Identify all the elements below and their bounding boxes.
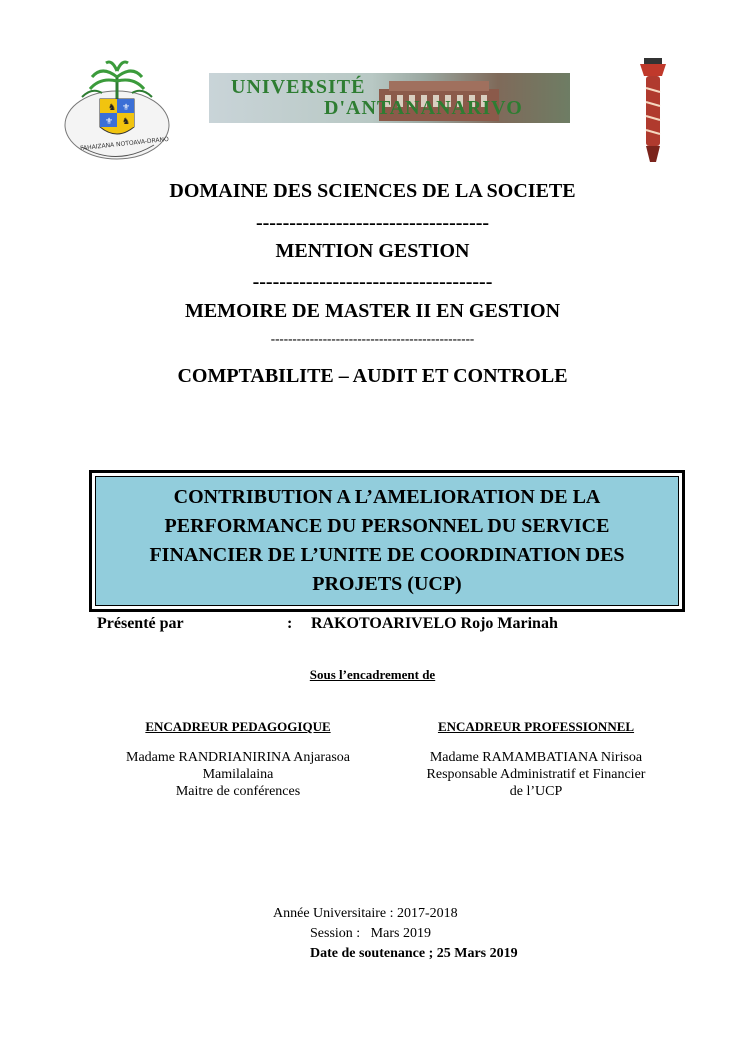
professionnel-line2: Responsable Administratif et Financier (426, 767, 646, 782)
banner-line2: D'ANTANANARIVO (324, 97, 523, 119)
svg-text:⚜: ⚜ (105, 117, 114, 127)
pedagogique-line1: Madame RANDRIANIRINA Anjarasoa (126, 750, 350, 765)
thesis-title: CONTRIBUTION A L’AMELIORATION DE LA PERFORMANCE DU PERSONNEL DU SERVICE FINANCIER DE L’UNITE DE COORDINATION DES PROJETS (UCP) (149, 486, 625, 595)
professionnel-line1: Madame RAMAMBATIANA Nirisoa (429, 750, 643, 765)
professionnel-title: ENCADREUR PROFESSIONNEL (437, 719, 635, 734)
presenter-name: RAKOTOARIVELO Rojo Marinah (311, 615, 558, 632)
thesis-title-box (89, 470, 685, 612)
defense-date: Date de soutenance ; 25 Mars 2019 (310, 946, 518, 961)
university-seal-logo (62, 57, 172, 167)
session: Session : Mars 2019 (310, 926, 431, 941)
presenter-colon: : (287, 615, 293, 632)
banner-line1: UNIVERSITÉ (231, 76, 366, 98)
domain-heading: DOMAINE DES SCIENCES DE LA SOCIETE (169, 180, 576, 202)
separator-1: ----------------------------------- (255, 212, 490, 234)
pedagogique-line2: Mamilalaina (202, 767, 274, 782)
supervision-heading: Sous l’encadrement de (309, 667, 436, 682)
separator-2: ------------------------------------ (252, 271, 493, 293)
seal-motto: FAHAIZANA NOTOAVA-DRANO (79, 135, 170, 153)
separator-3: ----------------------------------------------- (270, 331, 475, 346)
pedagogique-line3: Maitre de conférences (175, 784, 301, 799)
presenter-label: Présenté par (97, 615, 184, 632)
professionnel-block (400, 719, 672, 800)
university-banner-logo (209, 73, 570, 123)
pedagogique-block (107, 719, 369, 800)
academic-year: Année Universitaire : 2017-2018 (273, 906, 458, 921)
svg-text:⚜: ⚜ (122, 103, 131, 113)
svg-text:♞: ♞ (108, 103, 117, 113)
faculty-emblem-logo (628, 52, 678, 168)
mention-heading: MENTION GESTION (275, 240, 470, 262)
memoire-heading: MEMOIRE DE MASTER II EN GESTION (184, 300, 561, 322)
svg-text:♞: ♞ (122, 117, 131, 127)
parcours-heading: COMPTABILITE – AUDIT ET CONTROLE (177, 365, 568, 387)
professionnel-line3: de l’UCP (509, 784, 563, 799)
pedagogique-title: ENCADREUR PEDAGOGIQUE (145, 719, 331, 734)
